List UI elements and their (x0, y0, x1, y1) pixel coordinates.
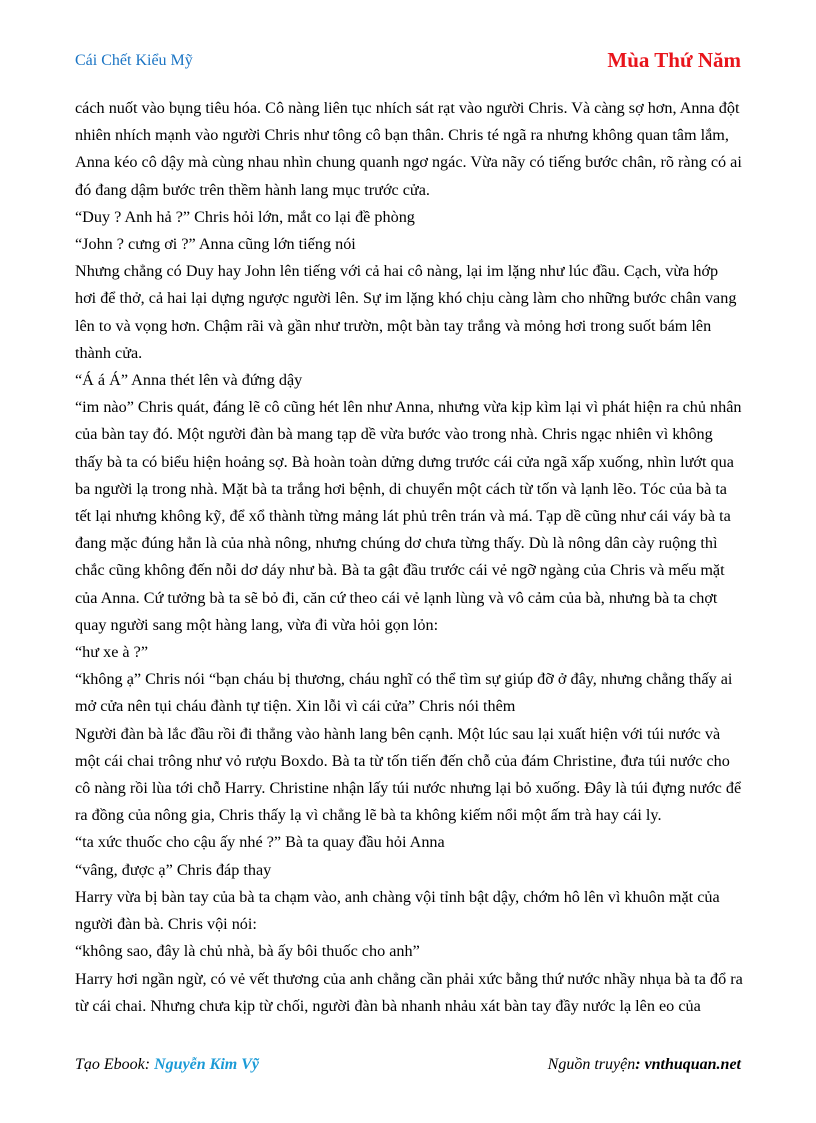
source-credit (548, 1056, 741, 1074)
paragraph: “John ? cưng ơi ?” Anna cũng lớn tiếng nói (75, 235, 356, 254)
paragraph: Người đàn bà lắc đầu rồi đi thẳng vào hành lang bên cạnh. Một lúc sau lại xuất hiện với túi nước và một cái chai trông như vỏ rượu Boxdo. Bà ta từ tốn tiến đến chỗ của đám Christine, đưa túi nước cho cô nàng rồi lùa tới chỗ Harry. Christine nhận lấy túi nước nhưng lại bỏ xuống. Đây là túi đựng nước để ra đồng của nông gia, Chris thấy lạ vì chẳng lẽ bà ta không kiếm nổi một ấm trà hay cái ly. (75, 724, 742, 825)
paragraph: “Duy ? Anh hả ?” Chris hỏi lớn, mắt co lại đề phòng (75, 207, 415, 226)
book-title: Cái Chết Kiểu Mỹ (75, 52, 193, 69)
source-separator: : (635, 1056, 645, 1073)
paragraph: “ta xức thuốc cho cậu ấy nhé ?” Bà ta quay đầu hỏi Anna (75, 833, 445, 852)
paragraph: “không ạ” Chris nói “bạn cháu bị thương, cháu nghĩ có thể tìm sự giúp đỡ ở đây, nhưng chẳng thấy ai mở cửa nên tụi cháu đành tự tiện. Xin lỗi vì cái cửa” Chris nói thêm (75, 670, 733, 716)
body-text (75, 95, 743, 1020)
ebook-separator: : (144, 1056, 155, 1073)
ebook-author-name: Nguyễn Kim Vỹ (154, 1056, 259, 1073)
paragraph: “hư xe à ?” (75, 643, 149, 662)
paragraph: “vâng, được ạ” Chris đáp thay (75, 860, 272, 879)
paragraph: “Á á Á” Anna thét lên và đứng dậy (75, 371, 303, 390)
chapter-title: Mùa Thứ Năm (607, 48, 741, 72)
source-label: Nguồn truyện (547, 1056, 636, 1073)
source-site: vnthuquan.net (644, 1056, 741, 1073)
paragraph: Harry vừa bị bàn tay của bà ta chạm vào, anh chàng vội tỉnh bật dậy, chớm hô lên vì khuôn mặt của người đàn bà. Chris vội nói: (75, 887, 720, 934)
ebook-credit (75, 1056, 259, 1074)
ebook-label: Tạo Ebook (75, 1056, 145, 1073)
paragraph: Harry hơi ngần ngừ, có vẻ vết thương của anh chẳng cần phải xức bằng thứ nước nhầy nhụa bà ta đổ ra từ cái chai. Nhưng chưa kịp từ chối, người đàn bà nhanh nhảu xát bàn tay đầy nước lạ lên eo của (75, 969, 743, 1015)
paragraph: Nhưng chẳng có Duy hay John lên tiếng với cả hai cô nàng, lại im lặng như lúc đầu. Cạch, vừa hớp hơi để thở, cả hai lại dựng ngược người lên. Sự im lặng khó chịu càng làm cho những bước chân vang lên to và vọng hơn. Chậm rãi và gần như trườn, một bàn tay trắng và mỏng hơi trong suốt bám lên thành cửa. (75, 262, 737, 362)
paragraph: “không sao, đây là chủ nhà, bà ấy bôi thuốc cho anh” (75, 942, 420, 961)
paragraph: “im nào” Chris quát, đáng lẽ cô cũng hét lên như Anna, nhưng vừa kịp kìm lại vì phát hiện ra chủ nhân của bàn tay đó. Một người đàn bà mang tạp dề vừa bước vào trong nhà. Chris ngạc nhiên vì không thấy bà ta có biểu hiện hoảng sợ. Bà hoàn toàn dửng dưng trước cái cửa ngã xấp xuống, nhìn lướt qua ba người lạ trong nhà. Mặt bà ta trắng hơi bệnh, di chuyển một cách từ tốn và lạnh lẽo. Tóc của bà ta tết lại nhưng không kỹ, để xổ thành từng mảng lát phủ trên trán và má. Tạp dề cũng như cái váy bà ta đang mặc đúng hẳn là của nhà nông, nhưng chúng dơ chưa từng thấy. Dù là nông dân cày ruộng thì chắc cũng không đến nỗi dơ dáy như bà. Bà ta gật đầu trước cái vẻ ngỡ ngàng của Chris và mếu mặt của Anna. Cứ tưởng bà ta sẽ bỏ đi, căn cứ theo cái vẻ lạnh lùng và vô cảm của bà, nhưng bà ta chợt quay người sang một hàng lang, vừa đi vừa hỏi gọn lỏn: (75, 398, 742, 634)
paragraph: cách nuốt vào bụng tiêu hóa. Cô nàng liên tục nhích sát rạt vào người Chris. Và càng sợ hơn, Anna đột nhiên nhích mạnh vào người Chris như tông cô bạn thân. Chris té ngã ra nhưng không quan tâm lắm, Anna kéo cô dậy mà cùng nhau nhìn chung quanh ngơ ngác. Vừa nãy có tiếng bước chân, rõ ràng có ai đó đang dậm bước trên thềm hành lang mục trước cửa. (75, 99, 742, 199)
